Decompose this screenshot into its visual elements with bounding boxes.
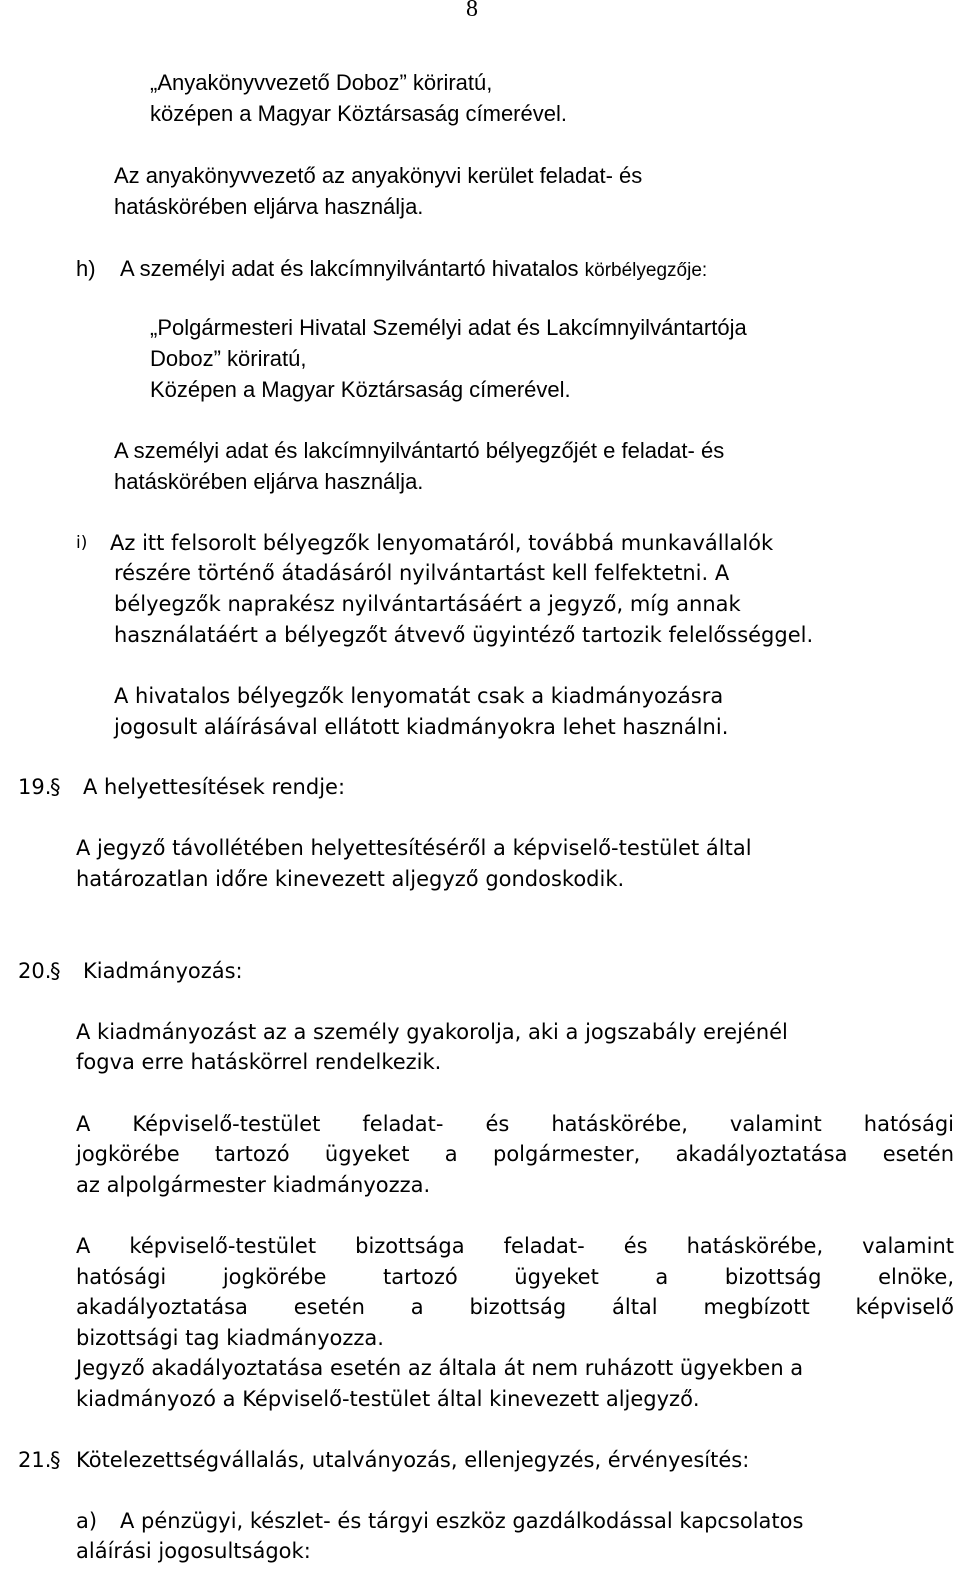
- list-marker: h): [76, 256, 96, 281]
- paragraph-line: jogkörébe tartozó ügyeket a polgármester, akadályoztatása esetén: [76, 1142, 954, 1166]
- list-item-text-small: körbélyegzője:: [584, 260, 708, 281]
- paragraph-line: A pénzügyi, készlet- és tárgyi eszköz gazdálkodással kapcsolatos: [120, 1509, 804, 1533]
- list-marker: i): [76, 533, 88, 553]
- paragraph-line: A Képviselő-testület feladat- és hatáskörébe, valamint hatósági: [76, 1112, 954, 1136]
- paragraph-line: hatáskörében eljárva használja.: [114, 469, 424, 494]
- paragraph-line: akadályoztatása esetén a bizottság által megbízott képviselő: [76, 1295, 954, 1319]
- stamp-text-line: „Polgármesteri Hivatal Személyi adat és Lakcímnyilvántartója: [150, 315, 747, 340]
- paragraph-line: A hivatalos bélyegzők lenyomatát csak a kiadmányozásra: [114, 684, 724, 708]
- section-number: 20.: [18, 959, 52, 983]
- paragraph-line: kiadmányozó a Képviselő-testület által kinevezett aljegyző.: [76, 1387, 700, 1411]
- paragraph-line: határozatlan időre kinevezett aljegyző gondoskodik.: [76, 867, 625, 891]
- paragraph-line: A kiadmányozást az a személy gyakorolja, aki a jogszabály erejénél: [76, 1020, 788, 1044]
- paragraph-line: A személyi adat és lakcímnyilvántartó bélyegzőjét e feladat- és: [114, 438, 725, 463]
- stamp-text-line: „Anyakönyvvezető Doboz” köriratú,: [150, 70, 493, 95]
- section-symbol: §: [50, 775, 61, 799]
- paragraph-line: bizottsági tag kiadmányozza.: [76, 1326, 384, 1350]
- paragraph-line: bélyegzők naprakész nyilvántartásáért a jegyző, míg annak: [114, 592, 741, 616]
- paragraph-line: A jegyző távollétében helyettesítéséről a képviselő-testület által: [76, 836, 752, 860]
- paragraph-line: használatáért a bélyegzőt átvevő ügyintéző tartozik felelősséggel.: [114, 623, 814, 647]
- paragraph-line: fogva erre hatáskörrel rendelkezik.: [76, 1050, 442, 1074]
- section-title: Kötelezettségvállalás, utalványozás, ellenjegyzés, érvényesítés:: [76, 1448, 750, 1472]
- paragraph-line: aláírási jogosultságok:: [76, 1539, 311, 1563]
- paragraph-line: részére történő átadásáról nyilvántartást kell felfektetni. A: [114, 561, 730, 585]
- list-marker: a): [76, 1509, 98, 1533]
- paragraph-line: hatósági jogkörébe tartozó ügyeket a bizottság elnöke,: [76, 1265, 954, 1289]
- section-title: A helyettesítések rendje:: [83, 775, 346, 799]
- stamp-text-line: Középen a Magyar Köztársaság címerével.: [150, 377, 571, 402]
- stamp-text-line: Doboz” köriratú,: [150, 346, 307, 371]
- paragraph-line: Jegyző akadályoztatása esetén az általa át nem ruházott ügyekben a: [76, 1356, 804, 1380]
- paragraph-line: az alpolgármester kiadmányozza.: [76, 1173, 431, 1197]
- section-number: 21.: [18, 1448, 52, 1472]
- paragraph-line: jogosult aláírásával ellátott kiadmányokra lehet használni.: [114, 715, 729, 739]
- section-number: 19.: [18, 775, 52, 799]
- paragraph-line: A képviselő-testület bizottsága feladat- és hatáskörébe, valamint: [76, 1234, 954, 1258]
- list-item-text: [120, 254, 707, 286]
- section-title: Kiadmányozás:: [83, 959, 243, 983]
- section-symbol: §: [50, 959, 61, 983]
- stamp-text-line: középen a Magyar Köztársaság címerével.: [150, 101, 567, 126]
- paragraph-line: Az anyakönyvvezető az anyakönyvi kerület feladat- és: [114, 163, 643, 188]
- section-symbol: §: [50, 1448, 61, 1472]
- paragraph-line: hatáskörében eljárva használja.: [114, 194, 424, 219]
- list-item-text-main: A személyi adat és lakcímnyilvántartó hivatalos: [120, 256, 585, 281]
- page-number: 8: [466, 0, 478, 22]
- paragraph-line: Az itt felsorolt bélyegzők lenyomatáról, továbbá munkavállalók: [110, 531, 774, 555]
